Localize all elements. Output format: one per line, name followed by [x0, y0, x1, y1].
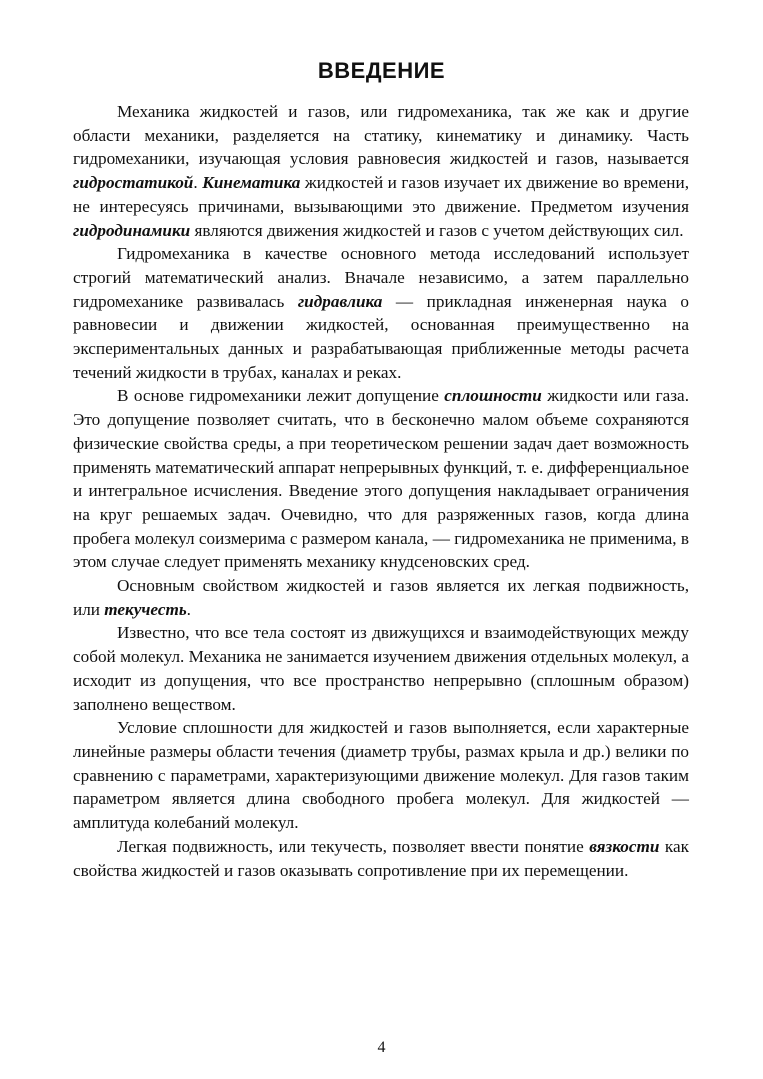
text-run: жидкости или газа. Это допущение позволяет считать, что в бесконечно малом объеме сохраняются физические свойства среды, а при теоретическом решении задач дает возможность применять математический аппарат непрерывных функций, т. е. дифференциальное и интегральное исчисления. Введение этого допущения накладывает ограничения на круг решаемых задач. Очевидно, что для разряженных газов, когда длина пробега молекул соизмерима с размером канала, — гидромеханика не применима, в этом случае следует применять механику кнудсеновских сред.	[73, 386, 689, 572]
page-number: 4	[377, 1039, 386, 1056]
text-run: жидкостей и газов изучает их движение во времени, не интересуясь причинами, вызывающими это движение. Предметом изучения	[73, 173, 690, 216]
paragraph-6	[73, 716, 689, 835]
text-run: Гидромеханика в качестве основного метода исследований использует строгий математический анализ. Вначале независимо, а затем параллельно гидромеханике развивалась	[73, 244, 689, 311]
paragraph-2	[73, 242, 689, 384]
term-fluidity: текучесть	[104, 599, 187, 619]
text-run: Механика жидкостей и газов, или гидромеханика, так же как и другие области механики, разделяется на статику, кинематику и динамику. Часть гидромеханики, изучающая условия равновесия жидкостей и газов, называется	[73, 102, 689, 169]
text-run: Легкая подвижность, или текучесть, позволяет ввести понятие	[117, 836, 590, 856]
text-run: В основе гидромеханики лежит допущение	[117, 386, 445, 406]
paragraph-5	[73, 621, 689, 716]
text-run: .	[193, 173, 203, 193]
body-text	[73, 100, 689, 882]
text-run: являются движения жидкостей и газов с учетом действующих сил.	[190, 220, 684, 240]
paragraph-7	[73, 835, 689, 882]
text-run: как свойства жидкостей и газов оказывать сопротивление при их перемещении.	[73, 836, 689, 880]
term-hydraulics: гидравлика	[297, 291, 383, 311]
term-viscosity: вязкости	[589, 836, 660, 856]
term-continuity: сплошности	[444, 386, 542, 406]
paragraph-4	[73, 574, 689, 621]
paragraph-1	[73, 100, 689, 242]
page-title: ВВЕДЕНИЕ	[317, 58, 446, 83]
text-run: — прикладная инженерная наука о равновесии и движении жидкостей, основанная преимущественно на экспериментальных данных и разрабатывающая приближенные методы расчета течений жидкости в трубах, каналах и реках.	[73, 291, 689, 382]
paragraph-3	[73, 384, 689, 574]
text-run: Условие сплошности для жидкостей и газов выполняется, если характерные линейные размеры области течения (диаметр трубы, размах крыла и др.) велики по сравнению с параметрами, характеризующими движение молекул. Для газов таким параметром является длина свободного пробега молекул. Для жидкостей — амплитуда колебаний молекул.	[73, 718, 689, 833]
term-hydrostatics: гидростатикой	[73, 173, 194, 193]
term-kinematics: Кинематика	[202, 173, 301, 193]
text-run: .	[186, 599, 191, 619]
text-run: Основным свойством жидкостей и газов является их легкая подвижность, или	[73, 576, 689, 619]
text-run: Известно, что все тела состоят из движущихся и взаимодействующих между собой молекул. Механика не занимается изучением движения отдельных молекул, а исходит из допущения, что все пространство непрерывно (сплошным образом) заполнено веществом.	[73, 623, 689, 714]
term-hydrodynamics: гидродинамики	[73, 220, 191, 240]
